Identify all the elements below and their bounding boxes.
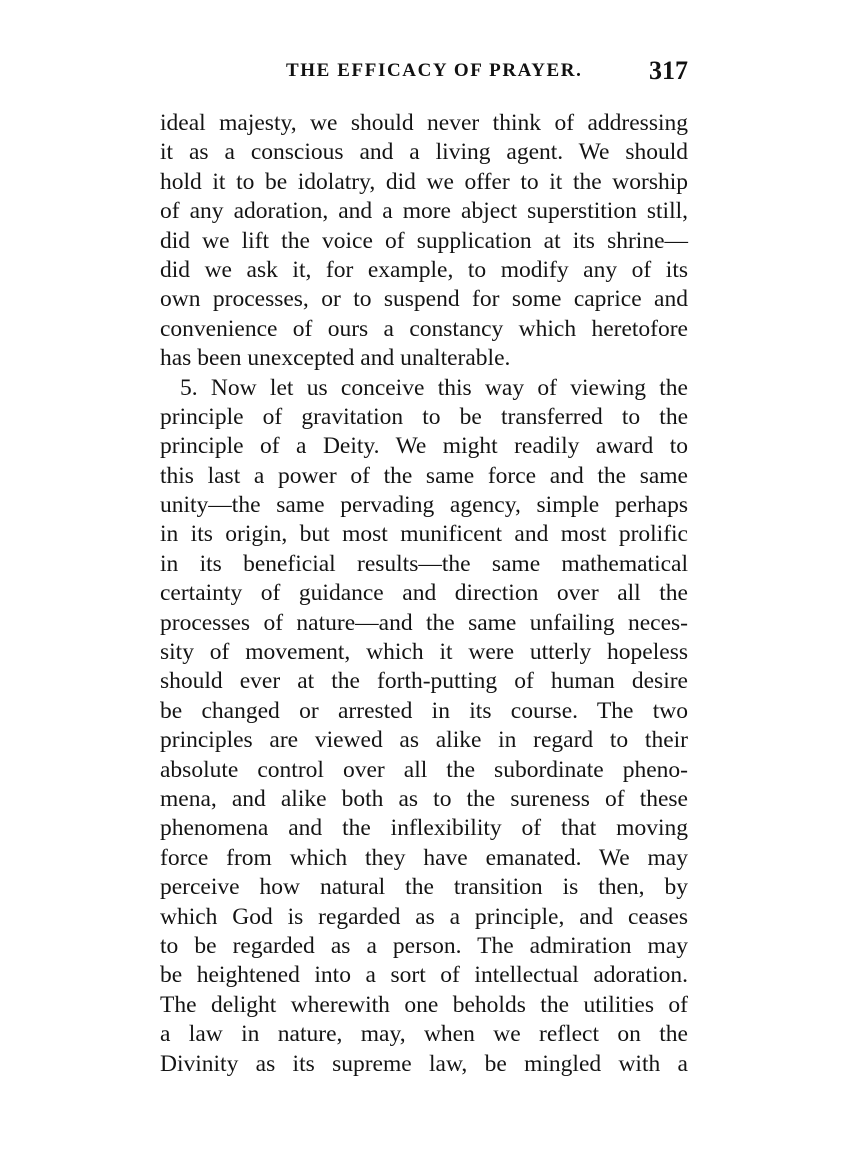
text-line: this last a power of the same force and the same (160, 462, 688, 489)
text-line: phenomena and the inflexibility of that moving (160, 815, 688, 842)
text-line: principles are viewed as alike in regard to their (160, 727, 688, 754)
text-line: force from which they have emanated. We may (160, 844, 688, 871)
text-line: convenience of ours a constancy which heretofore (160, 315, 688, 342)
text-line: should ever at the forth-putting of human desire (160, 668, 688, 695)
text-line: mena, and alike both as to the sureness of these (160, 785, 688, 812)
page-number: 317 (649, 56, 688, 85)
text-line: ideal majesty, we should never think of addressing (160, 110, 688, 136)
paragraph-start-line: 5. Now let us conceive this way of viewing the (180, 374, 688, 401)
text-line: processes of nature—and the same unfailing neces- (160, 609, 688, 636)
text-line: to be regarded as a person. The admiration may (160, 932, 688, 959)
text-line: did we ask it, for example, to modify any of its (160, 256, 688, 283)
text-line: of any adoration, and a more abject superstition still, (160, 198, 688, 225)
text-line: which God is regarded as a principle, and ceases (160, 903, 688, 930)
body-text (160, 109, 688, 1079)
text-line: own processes, or to suspend for some caprice and (160, 286, 688, 313)
text-line: principle of gravitation to be transferred to the (160, 403, 688, 430)
text-line: principle of a Deity. We might readily award to (160, 433, 688, 460)
text-line: absolute control over all the subordinate pheno- (160, 756, 688, 783)
text-line: The delight wherewith one beholds the utilities of (160, 991, 688, 1018)
text-line: it as a conscious and a living agent. We should (160, 139, 688, 166)
text-line: Divinity as its supreme law, be mingled with a (160, 1050, 688, 1077)
text-line: hold it to be idolatry, did we offer to it the worship (160, 168, 688, 195)
running-title: THE EFFICACY OF PRAYER. (286, 60, 583, 81)
text-line: be heightened into a sort of intellectual adoration. (160, 962, 688, 989)
text-line: in its beneficial results—the same mathematical (160, 550, 688, 577)
text-line: sity of movement, which it were utterly hopeless (160, 639, 688, 666)
text-line: unity—the same pervading agency, simple perhaps (160, 492, 688, 519)
text-line: perceive how natural the transition is then, by (160, 874, 688, 901)
running-head (160, 56, 688, 94)
paragraph-end-line: has been unexcepted and unalterable. (160, 345, 511, 372)
text-line: in its origin, but most munificent and most prolific (160, 521, 688, 548)
text-line: a law in nature, may, when we reflect on the (160, 1021, 688, 1048)
text-line: be changed or arrested in its course. The two (160, 697, 688, 724)
text-line: certainty of guidance and direction over all the (160, 580, 688, 607)
text-line: did we lift the voice of supplication at its shrine— (160, 227, 688, 254)
